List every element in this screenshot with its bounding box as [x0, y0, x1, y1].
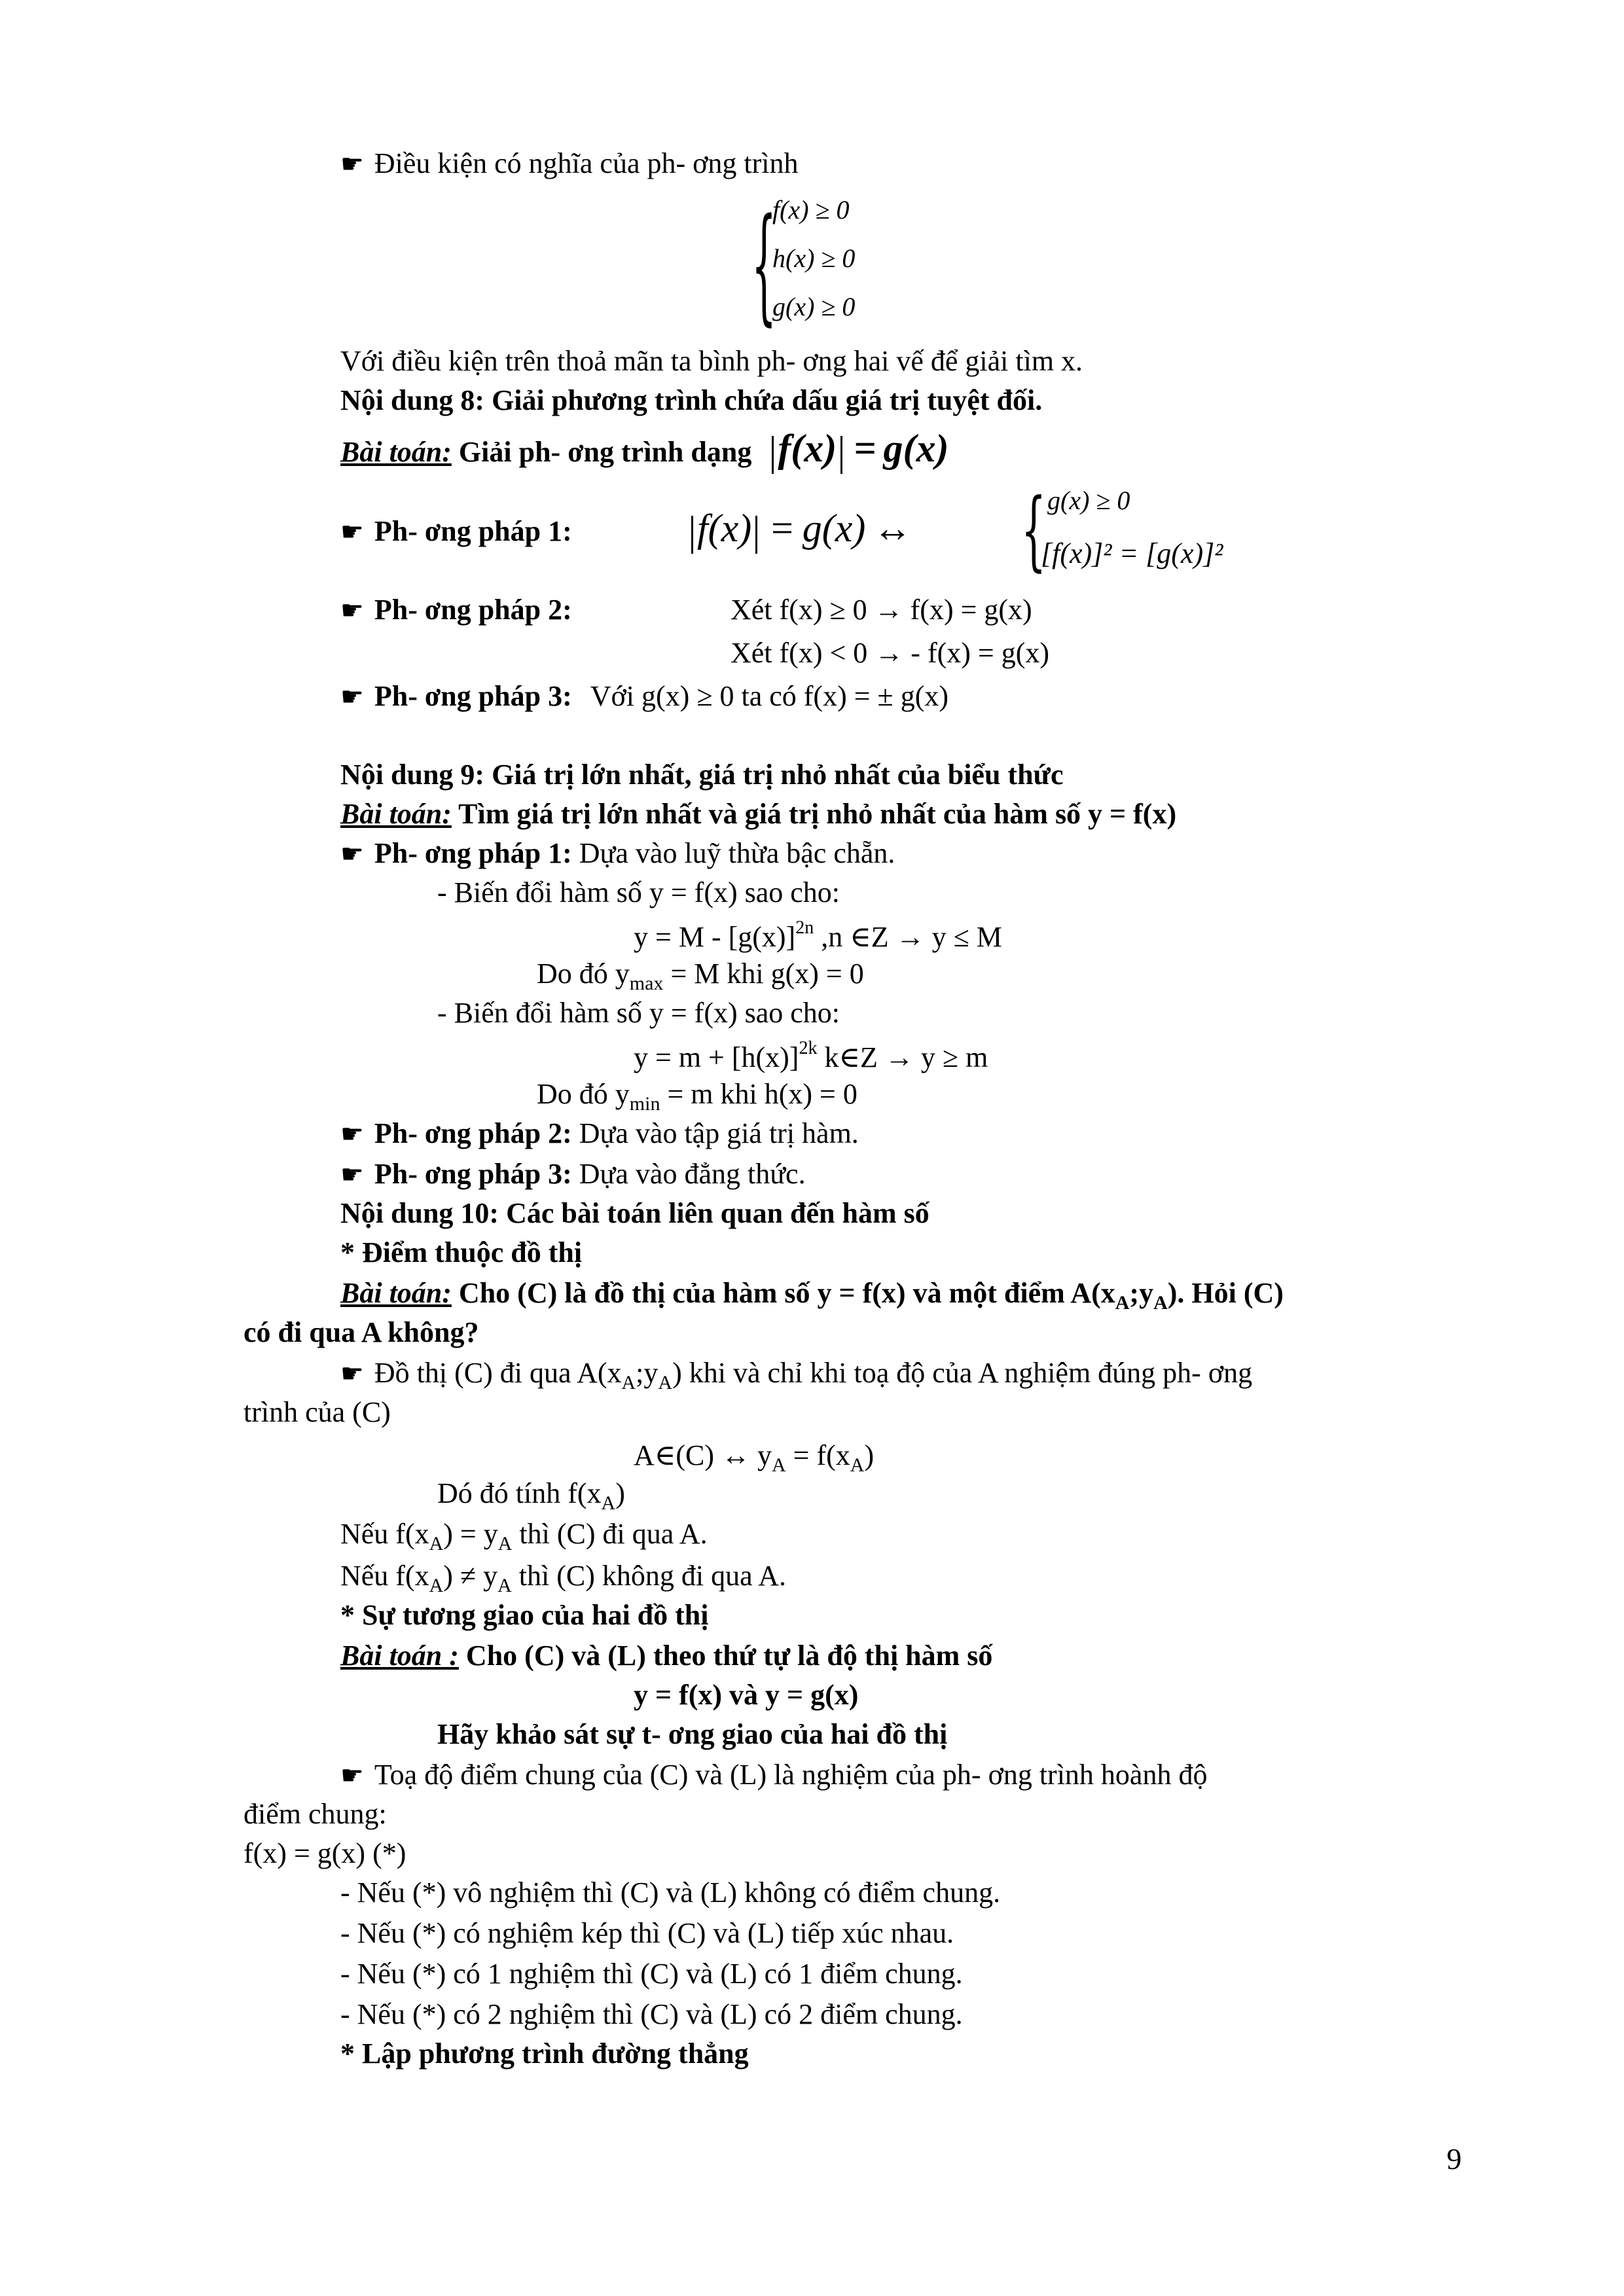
- left-brace: {: [1021, 480, 1047, 582]
- pointing-hand-icon: ☛: [340, 517, 364, 547]
- problem-statement: Bài toán : Cho (C) và (L) theo thứ tự là độ thị hàm số: [340, 1640, 993, 1672]
- sys-row: g(x) ≥ 0: [1047, 486, 1130, 515]
- sys-row: [f(x)]² = [g(x)]²: [1041, 537, 1223, 569]
- section-heading: Nội dung 8: Giải phương trình chứa dấu giá trị tuyệt đối.: [340, 384, 1043, 416]
- formula: Do đó $y_{min} = m$ khi h(x) = 0: [537, 1078, 857, 1115]
- pointing-hand-icon: ☛: [340, 839, 364, 869]
- formula: $y = m + [h(x)]^{2k}$ k∈Z → y ≥ m: [634, 1038, 988, 1073]
- list-item: - Biến đổi hàm số y = f(x) sao cho:: [437, 997, 840, 1029]
- method-2-label: ☛ Ph- ơng pháp 2:: [340, 594, 572, 626]
- paragraph: ☛ Đồ thị (C) đi qua $A(x_A;y_A)$ khi và chỉ khi toạ độ của A nghiệm đúng ph- ơng: [340, 1357, 1253, 1393]
- left-brace: {: [751, 192, 777, 340]
- page-number: 9: [1447, 2142, 1462, 2176]
- sys-row: g(x) ≥ 0: [772, 292, 856, 321]
- formula: A∈(C) ↔ $y_A = f(x_A)$: [634, 1439, 875, 1476]
- paragraph: Dó đó tính $f(x_A)$: [437, 1477, 625, 1514]
- paragraph: Với điều kiện trên thoả mãn ta bình ph- ơng hai vế để giải tìm x.: [340, 345, 1083, 377]
- list-item: - Nếu (*) có 2 nghiệm thì (C) và (L) có 2 điểm chung.: [340, 1998, 963, 2030]
- section-heading: Nội dung 9: Giá trị lớn nhất, giá trị nhỏ nhất của biểu thức: [340, 759, 1064, 791]
- pointing-hand-icon: ☛: [340, 1761, 364, 1791]
- sys-row: f(x) ≥ 0: [772, 195, 850, 224]
- subsection-heading: * Sự tương giao của hai đồ thị: [340, 1599, 709, 1631]
- list-item: - Nếu (*) có 1 nghiệm thì (C) và (L) có 1 điểm chung.: [340, 1958, 963, 1990]
- formula: f(x) = g(x) (*): [244, 1837, 406, 1869]
- method-1: ☛ Ph- ơng pháp 1: Dựa vào luỹ thừa bậc chẵn.: [340, 837, 895, 869]
- problem-statement: Bài toán: Cho (C) là đồ thị của hàm số y = f(x) và một điểm $A(x_A;y_A)$. Hỏi (C): [340, 1277, 1284, 1314]
- list-item: - Biến đổi hàm số y = f(x) sao cho:: [437, 876, 840, 908]
- condition-intro: ☛ Điều kiện có nghĩa của ph- ơng trình: [340, 147, 799, 179]
- problem-statement-cont: Hãy khảo sát sự t- ơng giao của hai đồ thị: [437, 1718, 948, 1750]
- section-heading: Nội dung 10: Các bài toán liên quan đến hàm số: [340, 1197, 929, 1229]
- paragraph: Nếu $f(x_A) \ne y_A$ thì (C) không đi qua A.: [340, 1560, 786, 1596]
- paragraph: ☛ Toạ độ điểm chung của (C) và (L) là nghiệm của ph- ơng trình hoành độ: [340, 1759, 1208, 1791]
- pointing-hand-icon: ☛: [340, 1119, 364, 1149]
- method-3: ☛ Ph- ơng pháp 3: Với g(x) ≥ 0 ta có f(x) = ± g(x): [340, 680, 948, 712]
- method-1-equation: f(x) = g(x) ↔: [687, 504, 912, 554]
- list-item: - Nếu (*) có nghiệm kép thì (C) và (L) tiếp xúc nhau.: [340, 1917, 954, 1949]
- paragraph: Nếu $f(x_A) = y_A$ thì (C) đi qua A.: [340, 1518, 708, 1554]
- formula: $y = M - [g(x)]^{2n}$ ,n ∈Z → y ≤ M: [634, 918, 1002, 953]
- pointing-hand-icon: ☛: [340, 1160, 364, 1190]
- method-2-case: Xét f(x) < 0 → - f(x) = g(x): [731, 637, 1050, 669]
- subsection-heading: * Lập phương trình đường thẳng: [340, 2037, 749, 2070]
- subsection-heading: * Điểm thuộc đồ thị: [340, 1236, 583, 1268]
- method-1-label: ☛ Ph- ơng pháp 1:: [340, 515, 572, 547]
- pointing-hand-icon: ☛: [340, 682, 364, 712]
- problem-statement-cont: y = f(x) và y = g(x): [634, 1679, 859, 1711]
- paragraph-cont: điểm chung:: [244, 1798, 387, 1830]
- pointing-hand-icon: ☛: [340, 596, 364, 626]
- problem-statement-cont: có đi qua A không?: [244, 1316, 479, 1348]
- method-3: ☛ Ph- ơng pháp 3: Dựa vào đẳng thức.: [340, 1158, 806, 1190]
- formula: Do đó $y_{max} = M$ khi g(x) = 0: [537, 958, 864, 994]
- pointing-hand-icon: ☛: [340, 1359, 364, 1389]
- sys-row: h(x) ≥ 0: [772, 243, 856, 273]
- method-2-case: Xét f(x) ≥ 0 → f(x) = g(x): [731, 594, 1032, 626]
- paragraph-cont: trình của (C): [244, 1396, 391, 1428]
- method-2: ☛ Ph- ơng pháp 2: Dựa vào tập giá trị hàm.: [340, 1117, 859, 1149]
- problem-statement: Bài toán: Giải ph- ơng trình dạng f(x) = g(x): [340, 424, 948, 474]
- problem-statement: Bài toán: Tìm giá trị lớn nhất và giá trị nhỏ nhất của hàm số y = f(x): [340, 798, 1177, 830]
- list-item: - Nếu (*) vô nghiệm thì (C) và (L) không có điểm chung.: [340, 1876, 1001, 1909]
- pointing-hand-icon: ☛: [340, 149, 364, 179]
